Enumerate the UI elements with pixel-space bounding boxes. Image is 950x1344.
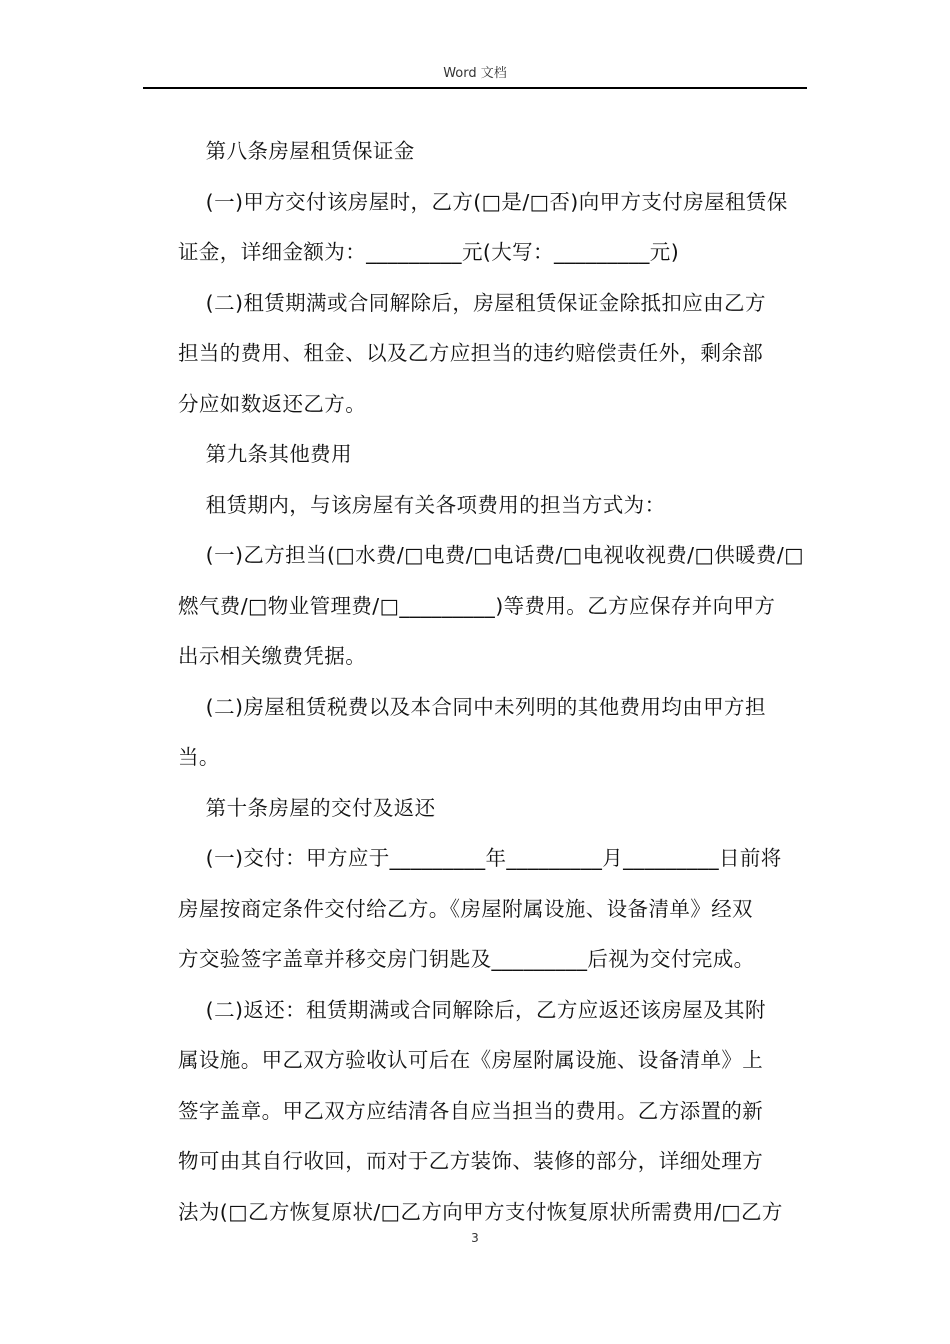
document-body [178,126,808,1237]
text-line: 方交验签字盖章并移交房门钥匙及_________后视为交付完成。 [178,947,755,971]
text-line: 分应如数返还乙方。 [178,391,367,416]
text-line: (二)房屋租赁税费以及本合同中未列明的其他费用均由甲方担 [178,694,766,719]
text-line: 第九条其他费用 [178,442,352,466]
text-line: 当。 [178,745,220,769]
text-line: 房屋按商定条件交付给乙方。《房屋附属设施、设备清单》经双 [178,896,753,921]
text-line: 第八条房屋租赁保证金 [178,139,415,163]
text-line: 燃气费/□物业管理费/□_________)等费用。乙方应保存并向甲方 [178,593,776,618]
page-number: 3 [471,1231,479,1245]
header-rule [143,87,807,89]
text-line: 属设施。甲乙双方验收认可后在《房屋附属设施、设备清单》上 [178,1048,764,1072]
text-line: 租赁期内，与该房屋有关各项费用的担当方式为： [178,492,666,517]
text-line: (二)返还：租赁期满或合同解除后，乙方应返还该房屋及其附 [178,997,766,1022]
page-header: Word 文档 [443,66,507,81]
text-line: 证金，详细金额为：_________元(大写：_________元) [178,240,680,264]
text-line: (二)租赁期满或合同解除后，房屋租赁保证金除抵扣应由乙方 [178,290,766,315]
text-line: 签字盖章。甲乙双方应结清各自应当担当的费用。乙方添置的新 [178,1098,764,1123]
text-line: 法为(□乙方恢复原状/□乙方向甲方支付恢复原状所需费用/□乙方 [178,1199,783,1224]
text-line: 物可由其自行收回，而对于乙方装饰、装修的部分，详细处理方 [178,1149,764,1173]
text-line: 第十条房屋的交付及返还 [178,795,436,820]
text-line: (一)甲方交付该房屋时，乙方(□是/□否)向甲方支付房屋租赁保 [178,189,788,214]
text-line: 担当的费用、租金、以及乙方应担当的违约赔偿责任外，剩余部 [178,341,764,365]
text-line: 出示相关缴费凭据。 [178,644,367,668]
text-line: (一)交付：甲方应于_________年_________月_________日前将 [178,846,782,870]
text-line: (一)乙方担当(□水费/□电费/□电话费/□电视收视费/□供暖费/□ [178,543,805,567]
